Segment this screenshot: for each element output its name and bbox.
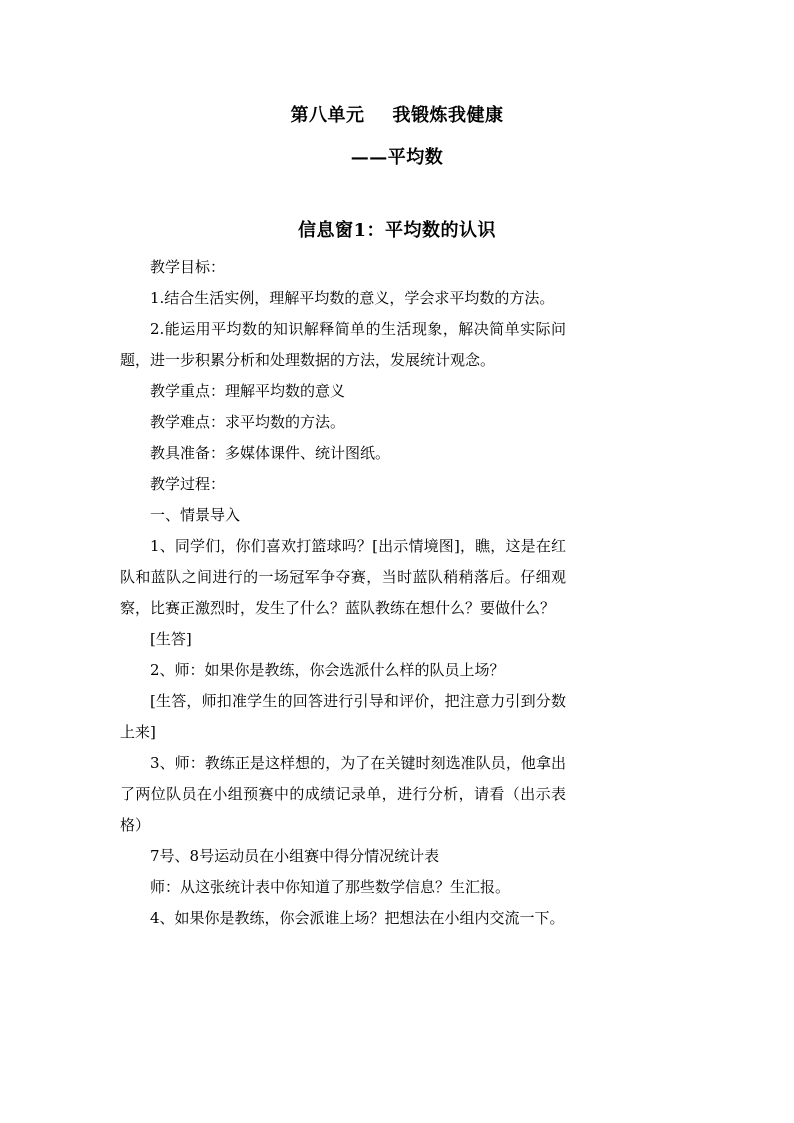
paragraph-step-2: 2、师：如果你是教练，你会选派什么样的队员上场？	[150, 661, 505, 679]
paragraph-process-heading: 教学过程：	[150, 475, 226, 493]
unit-subtitle: ——平均数	[350, 147, 444, 168]
paragraph-objective-2: 2.能运用平均数的知识解释简单的生活现象，解决简单实际问题，进一步积累分析和处理数据的方法，发展统计观念。	[120, 320, 566, 369]
paragraph-section-1: 一、情景导入	[150, 506, 241, 524]
paragraph-table-caption: 7号、8号运动员在小组赛中得分情况统计表	[150, 847, 440, 865]
paragraph-materials: 教具准备：多媒体课件、统计图纸。	[150, 444, 391, 462]
paragraph-step-3: 3、师：教练正是这样想的，为了在关键时刻选准队员，他拿出了两位队员在小组预赛中的成绩记录单，进行分析，请看（出示表格）	[120, 754, 566, 834]
section-title: 信息窗1：平均数的认识	[297, 220, 497, 241]
document-body	[120, 252, 566, 934]
paragraph-difficulty: 教学难点：求平均数的方法。	[150, 413, 346, 431]
paragraph-step-4: 4、如果你是教练，你会派谁上场？把想法在小组内交流一下。	[150, 909, 565, 927]
paragraph-objectives-heading: 教学目标：	[150, 258, 226, 276]
unit-number: 第八单元	[290, 105, 365, 126]
unit-name: 我锻炼我健康	[392, 105, 504, 126]
paragraph-objective-1: 1.结合生活实例，理解平均数的意义，学会求平均数的方法。	[150, 289, 555, 307]
paragraph-guidance: [生答，师扣准学生的回答进行引导和评价，把注意力引到分数上来]	[120, 692, 566, 741]
paragraph-step-1: 1、同学们，你们喜欢打篮球吗？[出示情境图]，瞧，这是在红队和蓝队之间进行的一场冠军争夺赛，当时蓝队稍稍落后。仔细观察，比赛正激烈时，发生了什么？蓝队教练在想什么？要做什么？	[120, 537, 566, 617]
paragraph-teacher-question: 师：从这张统计表中你知道了那些数学信息？生汇报。	[150, 878, 511, 896]
paragraph-student-answer: [生答]	[150, 630, 192, 648]
unit-title	[0, 104, 794, 128]
paragraph-key-point: 教学重点：理解平均数的意义	[150, 382, 346, 400]
